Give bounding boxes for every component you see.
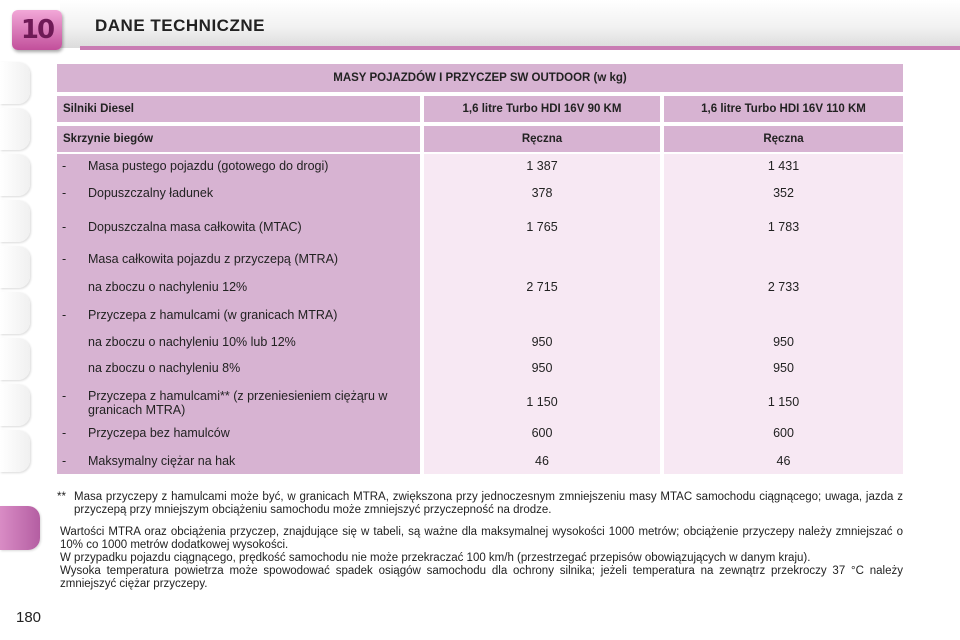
row-label: Maksymalny ciężar na hak	[88, 454, 236, 468]
row-value-col2: 46	[776, 454, 791, 468]
header-divider	[80, 46, 960, 50]
row-label: Masa całkowita pojazdu z przyczepą (MTRA)	[88, 252, 339, 266]
row-value-col1: 46	[535, 454, 549, 468]
row-bullet: -	[62, 389, 67, 403]
side-tab[interactable]	[0, 154, 30, 196]
row-bullet: -	[62, 308, 67, 322]
row-value-col1: 2 715	[526, 280, 558, 294]
row-value-col2: 600	[773, 426, 794, 440]
side-tab[interactable]	[0, 246, 30, 288]
row-value-col2: 1 783	[767, 220, 800, 234]
row-bullet: -	[62, 252, 67, 266]
gearbox-label: Skrzynie biegów	[57, 126, 420, 152]
row-value-col1: 378	[531, 186, 553, 200]
row-label: Dopuszczalny ładunek	[88, 186, 214, 200]
side-tab[interactable]	[0, 338, 30, 380]
table-title: MASY POJAZDÓW I PRZYCZEP SW OUTDOOR (w kg)	[57, 64, 903, 92]
row-label: Przyczepa z hamulcami (w granicach MTRA)	[88, 308, 338, 322]
engine-label: Silniki Diesel	[57, 96, 420, 122]
row-label: Dopuszczalna masa całkowita (MTAC)	[88, 220, 302, 234]
row-label: na zboczu o nachyleniu 10% lub 12%	[88, 335, 296, 349]
row-label: na zboczu o nachyleniu 8%	[88, 361, 241, 375]
engine-col2: 1,6 litre Turbo HDI 16V 110 KM	[664, 96, 903, 122]
side-tab[interactable]	[0, 108, 30, 150]
page-number: 180	[16, 609, 42, 626]
page-title: DANE TECHNICZNE	[95, 16, 265, 35]
row-value-col2: 2 733	[767, 280, 800, 294]
row-value-col1: 1 765	[526, 220, 558, 234]
notes	[60, 526, 903, 591]
row-label: na zboczu o nachyleniu 12%	[88, 280, 248, 294]
footnote-mark: **	[57, 491, 66, 503]
footnote-text: Masa przyczepy z hamulcami może być, w granicach MTRA, zwiększona przy jednoczesnym zmniejszeniu masy MTAC samochodu ciągnącego; uwaga, jazda z przyczepą przy mniejszym obciążeniu samochodu może zmniejszyć przyczepność na drodze.	[74, 491, 903, 516]
side-tab[interactable]	[0, 62, 30, 104]
side-tab[interactable]	[0, 200, 30, 242]
row-value-col2: 1 431	[767, 159, 800, 173]
row-bullet: -	[62, 159, 67, 173]
row-value-col1: 1 150	[526, 395, 558, 409]
note-paragraph: Wartości MTRA oraz obciążenia przyczep, znajdujące się w tabeli, są ważne dla maksymalnej wysokości 1000 metrów; obciążenie przyczepy należy zmniejszać o 10% co 1000 metrów dodatkowej wysokości.	[60, 526, 903, 551]
row-label: Przyczepa bez hamulców	[88, 426, 230, 440]
engine-col1: 1,6 litre Turbo HDI 16V 90 KM	[424, 96, 660, 122]
row-label: Przyczepa z hamulcami** (z przeniesieniem ciężąru w granicach MTRA)	[88, 389, 388, 417]
gearbox-col2: Ręczna	[664, 126, 903, 152]
row-bullet: -	[62, 454, 67, 468]
note-paragraph: Wysoka temperatura powietrza może spowodować spadek osiągów samochodu dla ochrony silnika; jeżeli temperatura na zewnątrz przekroczy 37 °C należy zmniejszyć ciężar przyczepy.	[60, 565, 903, 590]
gearbox-col1: Ręczna	[424, 126, 660, 152]
row-value-col2: 950	[773, 361, 794, 375]
row-value-col1: 1 387	[526, 159, 558, 173]
note-paragraph: W przypadku pojazdu ciągnącego, prędkość samochodu nie może przekraczać 100 km/h (przestrzegać przepisów obowiązujących w danym kraju).	[60, 552, 811, 564]
row-value-col2: 950	[773, 335, 794, 349]
row-value-col2: 352	[773, 186, 794, 200]
row-bullet: -	[62, 186, 67, 200]
row-value-col1: 600	[531, 426, 553, 440]
side-tab-active[interactable]	[0, 506, 40, 550]
side-tab[interactable]	[0, 430, 30, 472]
row-value-col1: 950	[531, 335, 553, 349]
row-value-col1: 950	[531, 361, 553, 375]
row-value-col2: 1 150	[767, 395, 800, 409]
row-label: Masa pustego pojazdu (gotowego do drogi)	[88, 159, 329, 173]
side-tab[interactable]	[0, 292, 30, 334]
row-bullet: -	[62, 426, 67, 440]
chapter-badge: 10	[12, 10, 62, 50]
side-tab[interactable]	[0, 384, 30, 426]
row-bullet: -	[62, 220, 67, 234]
